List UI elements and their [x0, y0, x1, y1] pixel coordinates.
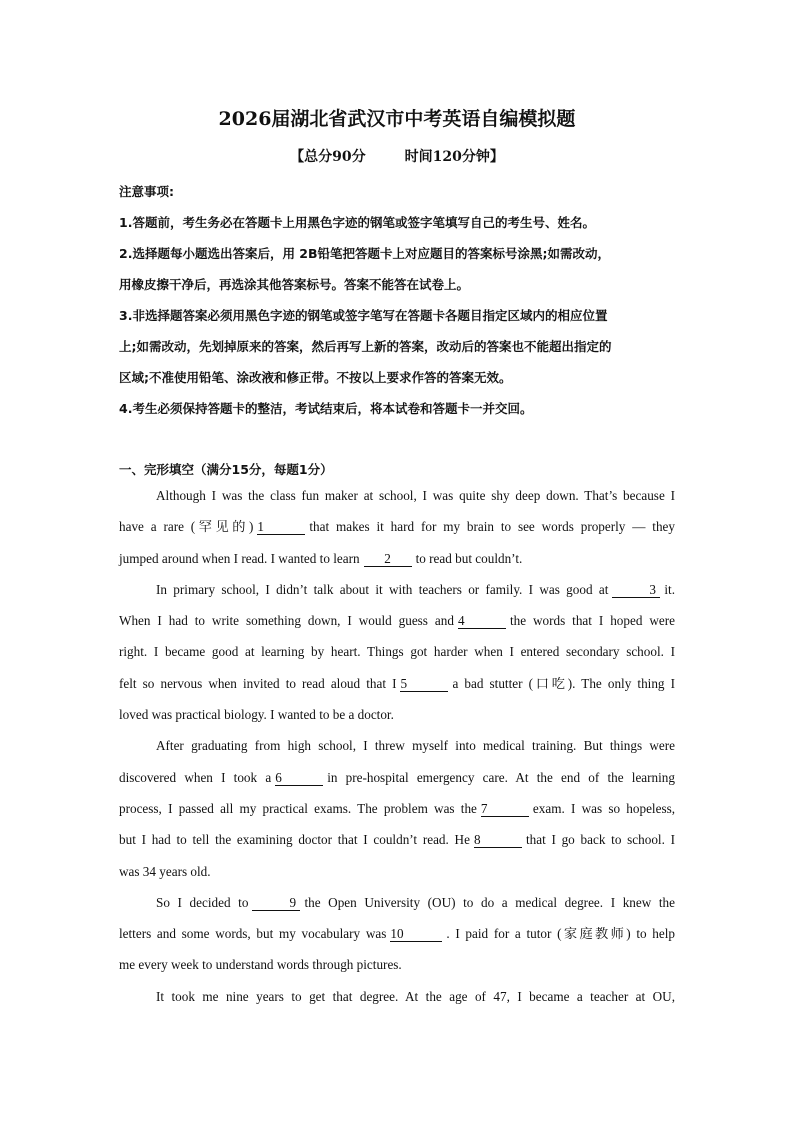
- instruction-line: 1.答题前，考生务必在答题卡上用黑色字迹的钢笔或签字笔填写自己的考生号、姓名。: [119, 215, 595, 230]
- passage-line: but I had to tell the examining doctor that I couldn’t read. He 8 that I go back to school. I: [119, 832, 675, 848]
- blank-5[interactable]: 5: [400, 677, 448, 692]
- instruction-line: 上;如需改动，先划掉原来的答案，然后再写上新的答案，改动后的答案也不能超出指定的: [119, 339, 612, 354]
- passage-line: me every week to understand words through pictures.: [119, 957, 402, 973]
- blank-1[interactable]: 1: [257, 520, 305, 535]
- passage-line: So I decided to 9 the Open University (OU) to do a medical degree. I knew the: [156, 894, 675, 910]
- passage-line: letters and some words, but my vocabulary was 10 . I paid for a tutor (家庭教师) to help: [119, 926, 675, 942]
- instruction-line: 4.考生必须保持答题卡的整洁，考试结束后，将本试卷和答题卡一并交回。: [119, 401, 533, 416]
- blank-8[interactable]: 8: [474, 833, 522, 848]
- passage-line: It took me nine years to get that degree. At the age of 47, I became a teacher at OU,: [156, 988, 675, 1004]
- section-header: [119, 458, 679, 482]
- passage-line: process, I passed all my practical exams. The problem was the 7 exam. I was so hopeless,: [119, 800, 676, 816]
- instruction-line: 用橡皮擦干净后，再选涂其他答案标号。答案不能答在试卷上。: [119, 277, 470, 292]
- passage-line: was 34 years old.: [119, 863, 211, 879]
- blank-4[interactable]: 4: [458, 614, 506, 629]
- passage-line: Although I was the class fun maker at school, I was quite shy deep down. That’s because I: [156, 488, 675, 503]
- instructions-heading: 注意事项:: [119, 184, 174, 199]
- passage-line: have a rare (罕见的) 1 that makes it hard for my brain to see words properly — they: [119, 519, 675, 535]
- blank-10[interactable]: 10: [390, 927, 442, 942]
- blank-2[interactable]: 2: [364, 552, 412, 567]
- passage-line: jumped around when I read. I wanted to learn 2 to read but couldn’t.: [119, 550, 523, 566]
- blank-6[interactable]: 6: [275, 771, 323, 786]
- page-title: 2026届湖北省武汉市中考英语自编模拟题: [218, 108, 576, 130]
- cloze-passage: [119, 484, 675, 1016]
- passage-line: right. I became good at learning by heart. Things got harder when I entered secondary school. I: [119, 644, 675, 660]
- passage-line: discovered when I took a 6 in pre-hospital emergency care. At the end of the learning: [119, 769, 675, 785]
- blank-9[interactable]: 9: [252, 896, 300, 911]
- instruction-line: 2.选择题每小题选出答案后，用 2B铅笔把答题卡上对应题目的答案标号涂黑;如需改动，: [119, 246, 611, 261]
- instructions: [119, 176, 679, 424]
- blank-3[interactable]: 3: [612, 583, 660, 598]
- blank-7[interactable]: 7: [481, 802, 529, 817]
- passage-line: In primary school, I didn’t talk about it with teachers or family. I was good at 3 it.: [156, 581, 675, 597]
- passage-line: felt so nervous when invited to read aloud that I 5 a bad stutter (口吃). The only thing I: [119, 675, 675, 691]
- passage-line: When I had to write something down, I would guess and 4 the words that I hoped were: [119, 613, 675, 629]
- score-time-line: 【总分90分 时间120分钟】: [290, 149, 504, 165]
- passage-line: After graduating from high school, I threw myself into medical training. But things were: [156, 738, 675, 754]
- section-heading: 一、完形填空（满分15分，每题1分）: [119, 462, 333, 477]
- passage-line: loved was practical biology. I wanted to be a doctor.: [119, 707, 394, 723]
- instruction-line: 区域;不准使用铅笔、涂改液和修正带。不按以上要求作答的答案无效。: [119, 370, 512, 385]
- instruction-line: 3.非选择题答案必须用黑色字迹的钢笔或签字笔写在答题卡各题目指定区域内的相应位置: [119, 308, 608, 323]
